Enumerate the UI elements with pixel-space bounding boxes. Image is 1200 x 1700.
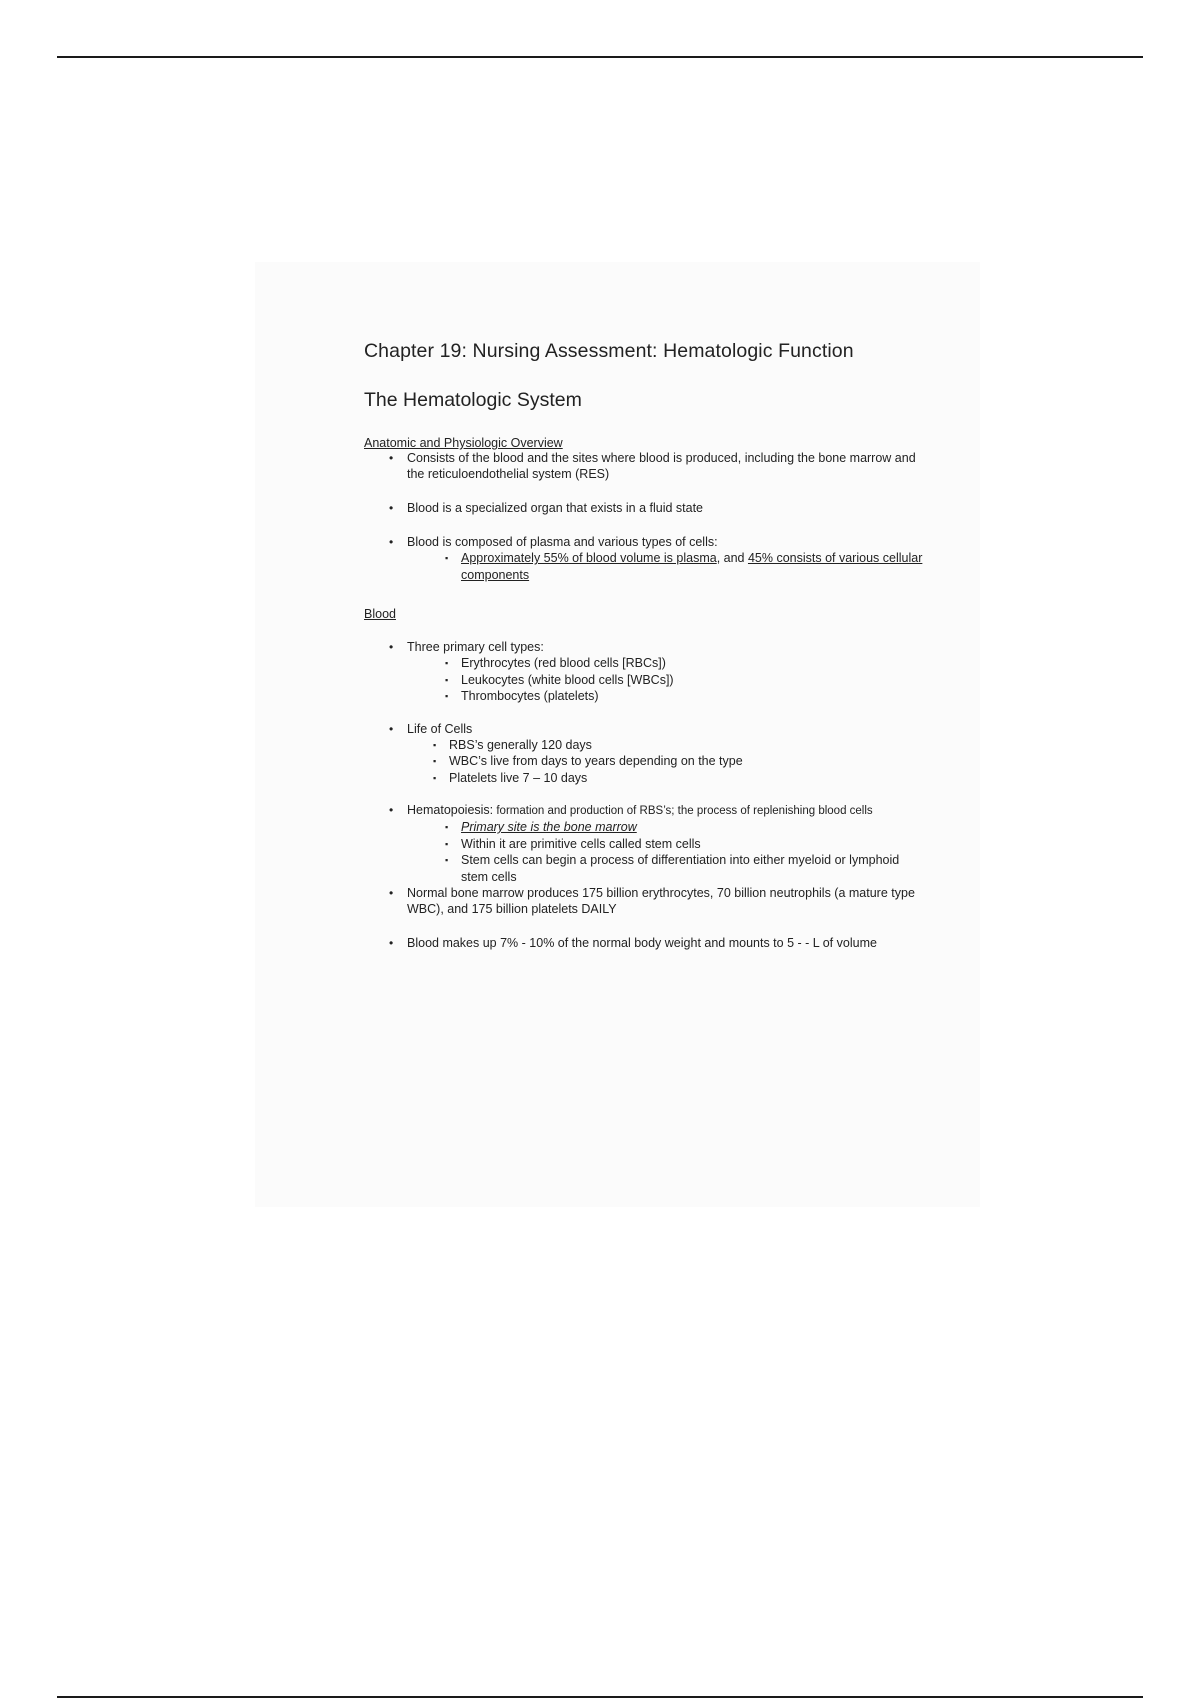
blood-heading: Blood [364,607,396,621]
hematopoiesis-definition: formation and production of RBS’s; the process of replenishing blood cells [493,805,873,817]
plasma-text: Approximately 55% of blood volume is plasma [461,551,717,565]
list-item [391,639,924,705]
sub-list-item: ▪ Platelets live 7 – 10 days [433,770,924,787]
sub-list [445,550,924,583]
sub-list-item: ▪ Erythrocytes (red blood cells [RBCs]) [445,655,924,672]
sub-list [445,819,924,885]
chapter-title: Chapter 19: Nursing Assessment: Hematologic Function [364,340,854,362]
sub-list-item: ▪ WBC’s live from days to years depending on the type [433,753,924,770]
hematopoiesis-term: Hematopoiesis: [407,803,494,817]
sub-list [433,737,924,787]
overview-heading: Anatomic and Physiologic Overview [364,436,563,450]
list-item: • Blood is a specialized organ that exists in a fluid state [391,500,924,516]
list-item-text: Three primary cell types: [407,640,544,654]
cellular-text: 45% consists of various cellular components [461,551,923,582]
list-item [391,534,924,583]
sub-list [445,655,924,705]
list-item-text: Life of Cells [407,721,473,736]
joiner-text: , and [716,551,748,565]
sub-list-item: ▪ Within it are primitive cells called stem cells [445,836,924,853]
sub-list-item: ▪ Primary site is the bone marrow [445,819,924,836]
overview-list [391,450,924,583]
list-item: • Consists of the blood and the sites where blood is produced, including the bone marrow and the reticuloendothelial system (RES) [391,450,924,482]
sub-list-item: ▪ Stem cells can begin a process of differentiation into either myeloid or lymphoid stem cells [445,852,924,885]
blood-list [391,639,924,951]
sub-list-item: ▪ Leukocytes (white blood cells [WBCs]) [445,672,924,689]
document-content [364,340,924,951]
top-rule [57,56,1143,58]
list-item [391,721,924,787]
sub-list-item: ▪ RBS’s generally 120 days [433,737,924,754]
list-item [391,802,924,885]
list-item: • Normal bone marrow produces 175 billion erythrocytes, 70 billion neutrophils (a mature type WBC), and 175 billion platelets DAILY [391,885,924,917]
bottom-rule [57,1696,1143,1698]
section-title: The Hematologic System [364,389,582,411]
list-item: • Blood makes up 7% - 10% of the normal body weight and mounts to 5 - - L of volume [391,935,924,951]
sub-list-item [445,550,924,583]
sub-list-item: ▪ Thrombocytes (platelets) [445,688,924,705]
list-item-text: Blood is composed of plasma and various types of cells: [407,535,718,549]
